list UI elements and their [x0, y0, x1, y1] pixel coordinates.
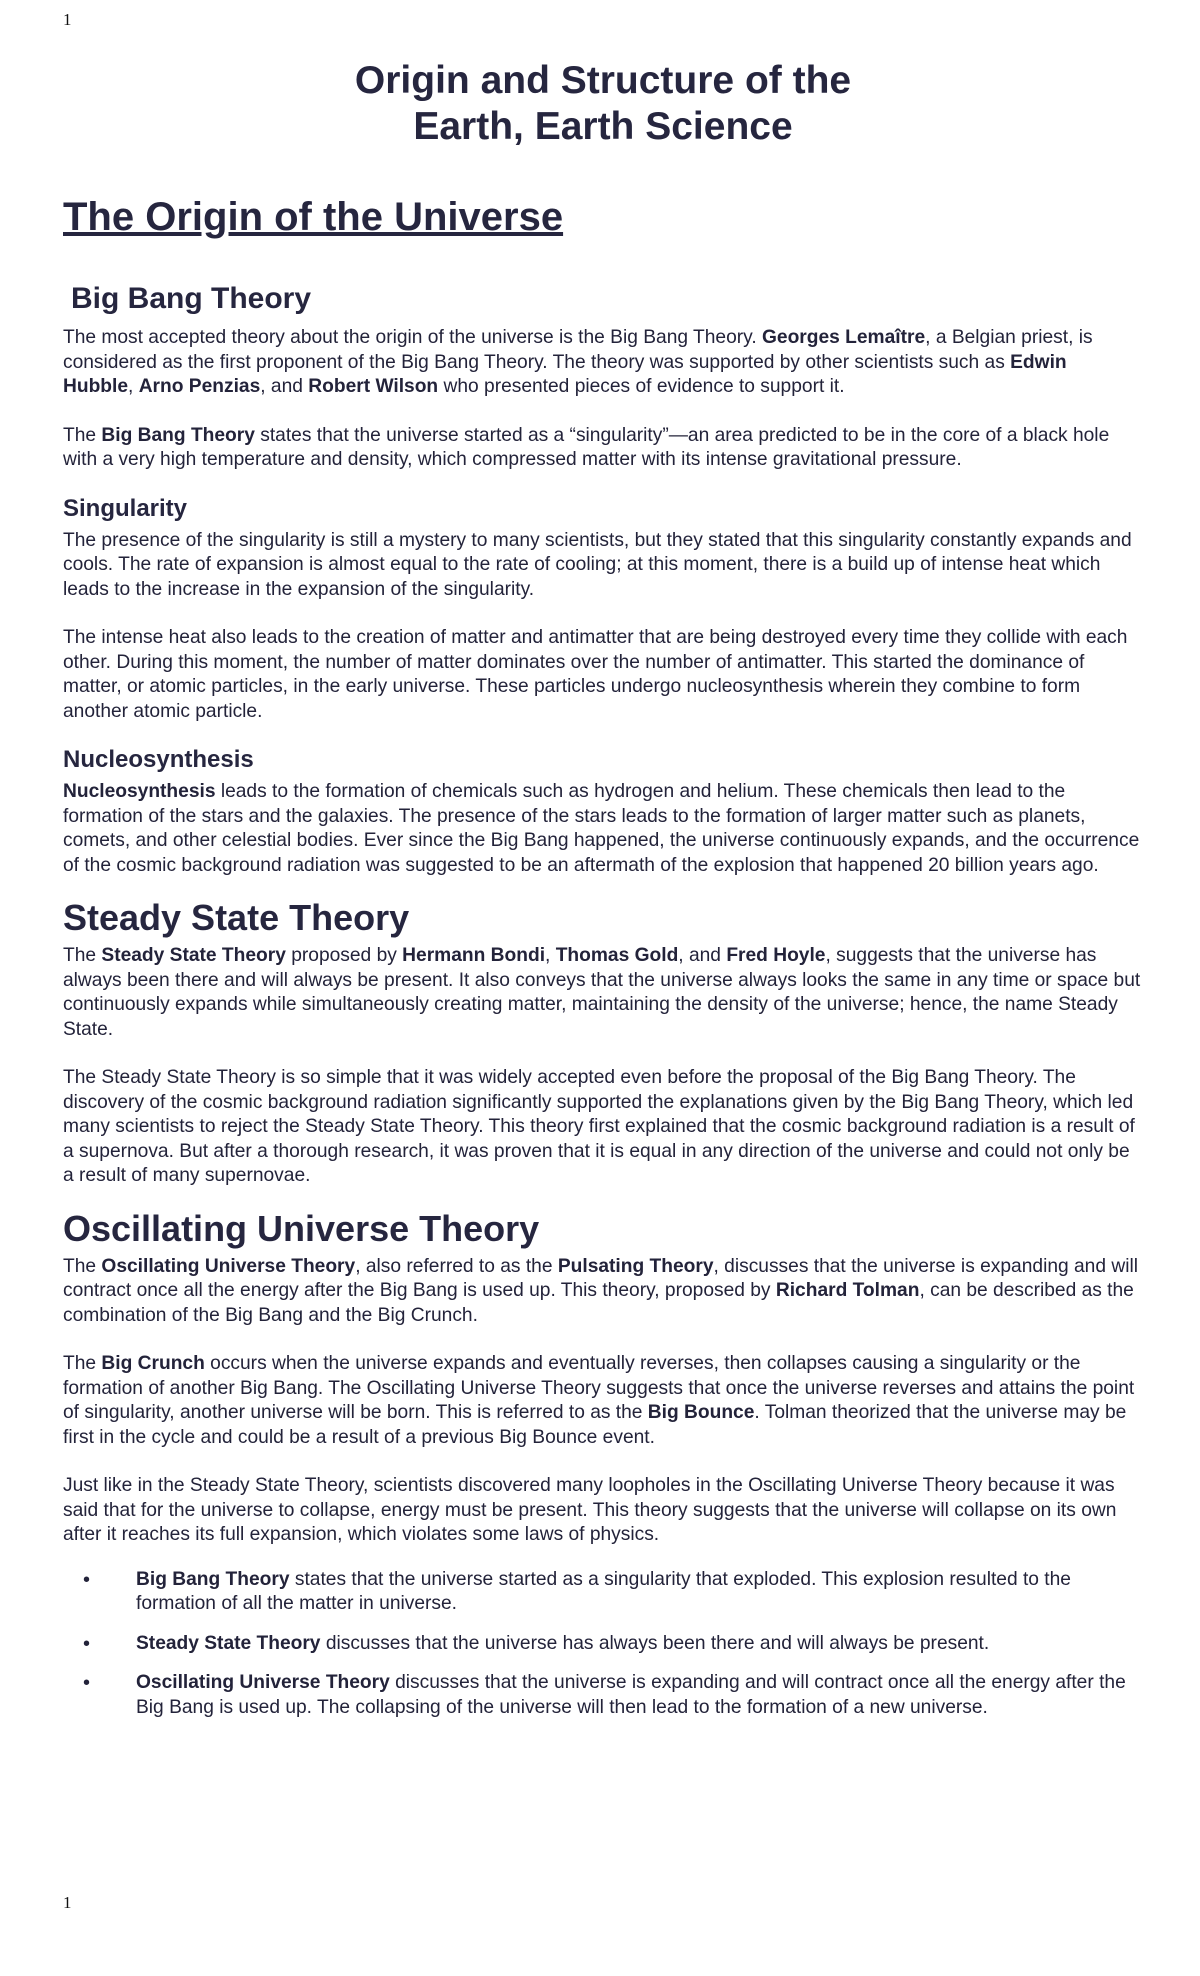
title-line-1: Origin and Structure of the — [354, 59, 852, 102]
page-number-top: 1 — [63, 10, 72, 29]
bullet-icon: • — [83, 1672, 91, 1694]
list-item: • Steady State Theory discusses that the universe has always been there and will always be present. — [83, 1632, 990, 1655]
bullet-icon: • — [83, 1568, 91, 1591]
section-heading-universe: The Origin of the Universe — [63, 195, 564, 239]
list-item: • Oscillating Universe Theory discusses that the universe is expanding and will contract once all the energy after the Big Bang is used up. The collapsing of the universe will then lead to the formation of a new universe. — [83, 1672, 1126, 1718]
heading-nucleosynthesis: Nucleosynthesis — [63, 746, 254, 773]
heading-big-bang: Big Bang Theory — [71, 282, 312, 315]
paragraph-oscillating-3: Just like in the Steady State Theory, scientists discovered many loopholes in the Oscillating Universe Theory because it was said that for the universe to collapse, energy must be present. This theory suggests that the universe will collapse on its own after it reaches its full expansion, which violates some laws of physics. — [63, 1475, 1117, 1545]
paragraph-oscillating-1: The Oscillating Universe Theory, also referred to as the Pulsating Theory, discusses that the universe is expanding and will contract once all the energy after the Big Bang is used up. This theory, proposed by Richard Tolman, can be described as the combination of the Big Bang and the Big Crunch. — [63, 1255, 1138, 1326]
paragraph-nucleosynthesis: Nucleosynthesis leads to the formation of chemicals such as hydrogen and helium. These chemicals then lead to the formation of the stars and the galaxies. The presence of the stars leads to the formation of larger matter such as planets, comets, and other celestial bodies. Ever since the Big Bang happened, the universe continuously expands, and the occurrence of the cosmic background radiation was suggested to be an aftermath of the explosion that happened 20 billion years ago. — [63, 781, 1140, 876]
paragraph-big-bang-1: The most accepted theory about the origin of the universe is the Big Bang Theory. Georges Lemaître, a Belgian priest, is considered as the first proponent of the Big Bang Theory. The theory was supported by other scientists such as Edwin Hubble, Arno Penzias, and Robert Wilson who presented pieces of evidence to support it. — [63, 327, 1093, 397]
page-number-bottom: 1 — [63, 1893, 72, 1912]
paragraph-steady-state-2: The Steady State Theory is so simple that it was widely accepted even before the proposal of the Big Bang Theory. The discovery of the cosmic background radiation significantly supported the explanations given by the Big Bang Theory, which led many scientists to reject the Steady State Theory. This theory first explained that the cosmic background radiation is a result of a supernova. But after a thorough research, it was proven that it is equal in any direction of the universe and could not only be a result of many supernovae. — [63, 1067, 1135, 1186]
paragraph-singularity-1: The presence of the singularity is still a mystery to many scientists, but they stated that this singularity constantly expands and cools. The rate of expansion is almost equal to the rate of cooling; at this moment, there is a build up of intense heat which leads to the increase in the expansion of the singularity. — [63, 529, 1132, 600]
document-title — [65, 58, 1141, 150]
heading-singularity: Singularity — [63, 494, 188, 522]
document-body — [63, 58, 1141, 1720]
paragraph-oscillating-2: The Big Crunch occurs when the universe expands and eventually reverses, then collapses causing a singularity or the formation of another Big Bang. The Oscillating Universe Theory suggests that once the universe reverses and attains the point of singularity, another universe will be born. This is referred to as the Big Bounce. Tolman theorized that the universe may be first in the cycle and could be a result of a previous Big Bounce event. — [63, 1353, 1135, 1448]
title-line-2: Earth, Earth Science — [413, 105, 793, 148]
paragraph-steady-state-1: The Steady State Theory proposed by Hermann Bondi, Thomas Gold, and Fred Hoyle, suggests that the universe has always been there and will always be present. It also conveys that the universe always looks the same in any time or space but continuously expands while simultaneously creating matter, maintaining the density of the universe; hence, the name Steady State. — [63, 945, 1141, 1040]
paragraph-singularity-2: The intense heat also leads to the creation of matter and antimatter that are being destroyed every time they collide with each other. During this moment, the number of matter dominates over the number of antimatter. This started the dominance of matter, or atomic particles, in the early universe. These particles undergo nucleosynthesis wherein they combine to form another atomic particle. — [63, 627, 1128, 722]
heading-steady-state: Steady State Theory — [63, 897, 410, 938]
summary-list — [63, 1568, 1141, 1721]
list-item: • Big Bang Theory states that the universe started as a singularity that exploded. This explosion resulted to the formation of all the matter in universe. — [83, 1568, 1071, 1614]
heading-oscillating: Oscillating Universe Theory — [63, 1207, 540, 1249]
paragraph-big-bang-2: The Big Bang Theory states that the universe started as a “singularity”—an area predicted to be in the core of a black hole with a very high temperature and density, which compressed matter with its intense gravitational pressure. — [63, 424, 1110, 470]
bullet-icon: • — [83, 1632, 91, 1655]
